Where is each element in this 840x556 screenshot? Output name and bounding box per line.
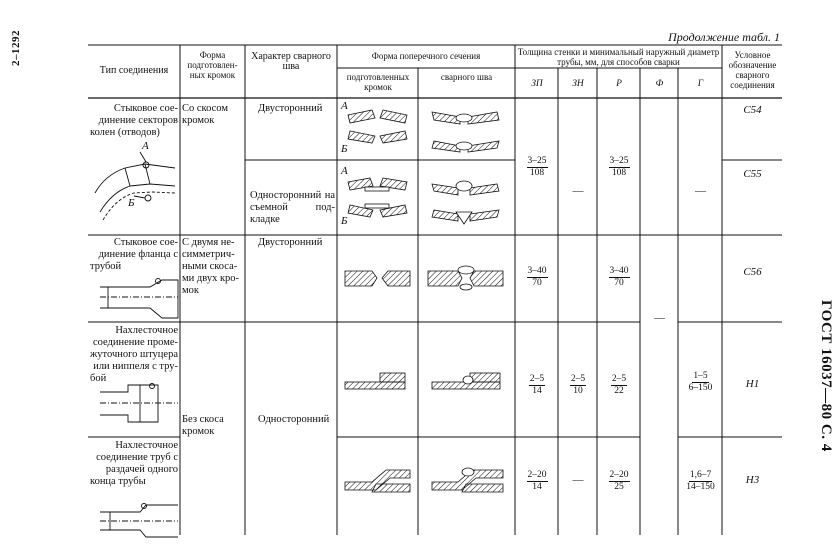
code-h3: Н3 [745,474,760,486]
continuation-caption: Продолжение табл. 1 [668,30,780,44]
row4-f: — [654,312,665,324]
weld-c55 [432,181,499,224]
row1-zp: $\frac{3-25}{108}$ [527,156,547,178]
method-f: Ф [655,79,664,89]
label-b-c55: Б [341,215,348,227]
row1-edge: Со скосом кромок [182,103,228,126]
label-b-sketch: Б [128,197,135,209]
row4-weld: Односторонний [258,414,330,425]
row3-r: $\frac{3-40}{70}$ [609,266,629,288]
weld-c56 [428,266,503,290]
header-edge-form: Форма подготовлен-ных кромок [187,50,238,80]
edges-h3 [345,470,410,492]
row1-r: $\frac{3-25}{108}$ [609,156,629,178]
method-zn: ЗН [572,79,584,89]
row2-weld: Односторонний на съемной под-кладке [250,190,335,225]
row4-r: $\frac{2-5}{22}$ [611,374,627,396]
row4-edge: Без скоса кромок [182,414,224,437]
row1-weld: Двусторонний [258,103,323,114]
row1-g: — [695,185,706,197]
edges-h1 [345,373,405,389]
expanded-pipe-sketch [100,504,178,538]
row1-type: Стыковое сое-динение секторов колен (отводов) [90,103,178,138]
row5-zn: — [572,474,584,486]
header-type: Тип соединения [99,65,169,76]
label-a-c55: А [341,165,348,177]
row3-edge: С двумя не-симметрич-ными скоса-ми двух кро-мок [182,237,240,296]
label-a-sketch: А [142,140,149,152]
standard-page-header: ГОСТ 16037—80 С. 4 [818,300,834,452]
row3-type: Стыковое сое-динение фланца с трубой [90,237,178,272]
label-b-c54: Б [341,143,348,155]
row4-g: $\frac{1-5}{6-150}$ [688,371,713,393]
label-a-c54: А [341,100,348,112]
weld-c54 [432,112,499,152]
row5-g: $\frac{1,6-7}{14-150}$ [686,470,715,492]
method-zp: ЗП [531,79,543,89]
row4-zp: $\frac{2-5}{14}$ [529,374,545,396]
header-cross-section: Форма поперечного сечения [371,51,481,61]
row3-weld: Двусторонний [258,237,323,248]
elbow-sketch [95,152,175,220]
header-designation: Условное обозначение сварного соединения [728,50,777,90]
row5-zp: $\frac{2-20}{14}$ [527,470,547,492]
code-c56: С56 [743,266,762,278]
row1-zn: — [572,185,584,197]
header-thickness: Толщина стенки и минимальный наружный диаметр трубы, мм, для способов сварки [517,47,720,67]
edges-c55 [348,178,407,217]
flange-sketch [100,279,178,319]
weld-h1 [432,373,500,389]
edges-c56 [345,271,410,286]
row3-zp: $\frac{3-40}{70}$ [527,266,547,288]
header-weld-seam: сварного шва [440,72,493,82]
code-c55: С55 [743,168,762,180]
code-c54: С54 [743,104,762,116]
header-weld-character: Характер сварного шва [251,51,331,72]
row5-r: $\frac{2-20}{25}$ [609,470,629,492]
page-side-number: 2–1292 [10,30,22,66]
row4-type: Нахлесточное соединение проме-жуточного штуцера или ниппеля с тру-бой [90,325,178,384]
method-g: Г [697,79,704,89]
row4-zn: $\frac{2-5}{10}$ [570,374,586,396]
code-h1: Н1 [745,378,760,390]
edges-c54 [348,110,407,143]
method-r: Р [616,79,622,89]
nipple-sketch [100,384,178,423]
row5-type: Нахлесточное соединение труб с раздачей одного конца трубы [90,440,178,487]
header-prepared-edges: подготовленных кромок [346,72,410,92]
weld-h3 [432,468,503,492]
